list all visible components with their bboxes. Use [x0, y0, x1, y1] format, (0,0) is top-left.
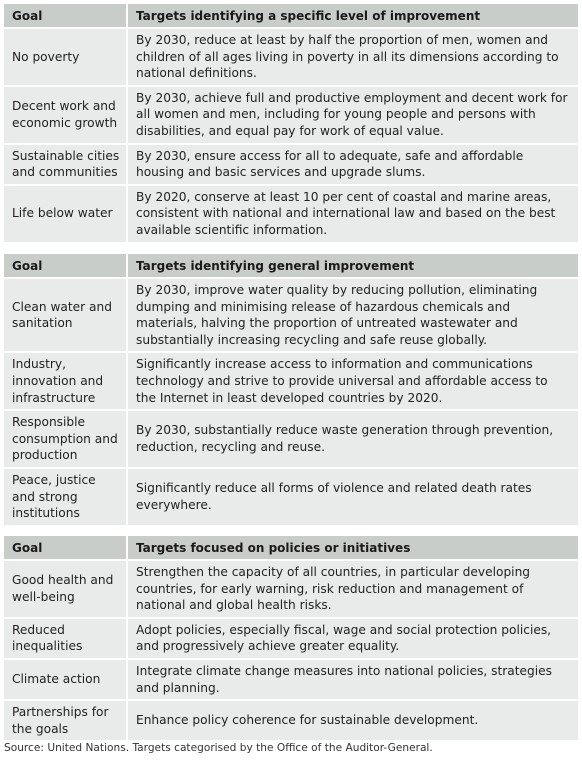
goal-cell: Partnerships for the goals	[4, 700, 127, 740]
target-cell: By 2030, ensure access for all to adequate, safe and affordable housing and basic services and upgrade slums.	[127, 144, 578, 185]
targets-column-header: Targets identifying general improvement	[127, 254, 578, 278]
target-cell: Integrate climate change measures into national policies, strategies and planning.	[127, 659, 578, 700]
goal-column-header: Goal	[4, 4, 127, 28]
table-row	[4, 410, 578, 468]
specific-improvement-table	[4, 4, 578, 242]
table-row	[4, 352, 578, 410]
goal-cell: Responsible consumption and production	[4, 410, 127, 468]
table-row	[4, 28, 578, 86]
table-row	[4, 618, 578, 659]
target-cell: By 2030, reduce at least by half the proportion of men, women and children of all ages living in poverty in all its dimensions according to national definitions.	[127, 28, 578, 86]
goal-cell: Reduced inequalities	[4, 618, 127, 659]
goal-cell: Good health and well-being	[4, 560, 127, 618]
table-row	[4, 659, 578, 700]
table-header-row	[4, 536, 578, 560]
table-row	[4, 86, 578, 144]
goal-cell: Climate action	[4, 659, 127, 700]
table-row	[4, 468, 578, 525]
target-cell: By 2030, substantially reduce waste generation through prevention, reduction, recycling and reuse.	[127, 410, 578, 468]
goal-cell: Clean water and sanitation	[4, 278, 127, 352]
table-row	[4, 700, 578, 740]
policy-initiatives-table	[4, 536, 578, 740]
targets-column-header: Targets identifying a specific level of improvement	[127, 4, 578, 28]
table-row	[4, 560, 578, 618]
goal-cell: Peace, justice and strong institutions	[4, 468, 127, 525]
source-note: Source: United Nations. Targets categorised by the Office of the Auditor-General.	[4, 742, 433, 754]
target-cell: By 2020, conserve at least 10 per cent of coastal and marine areas, consistent with national and international law and based on the best available scientific information.	[127, 185, 578, 242]
general-improvement-table	[4, 254, 578, 525]
target-cell: Significantly increase access to information and communications technology and strive to provide universal and affordable access to the Internet in least developed countries by 2020.	[127, 352, 578, 410]
goal-cell: Industry, innovation and infrastructure	[4, 352, 127, 410]
goal-cell: Life below water	[4, 185, 127, 242]
target-cell: Significantly reduce all forms of violence and related death rates everywhere.	[127, 468, 578, 525]
target-cell: Adopt policies, especially fiscal, wage and social protection policies, and progressively achieve greater equality.	[127, 618, 578, 659]
table-header-row	[4, 4, 578, 28]
table-row	[4, 144, 578, 185]
target-cell: Enhance policy coherence for sustainable development.	[127, 700, 578, 740]
table-row	[4, 278, 578, 352]
goal-cell: Sustainable cities and communities	[4, 144, 127, 185]
table-row	[4, 185, 578, 242]
goal-cell: No poverty	[4, 28, 127, 86]
targets-column-header: Targets focused on policies or initiatives	[127, 536, 578, 560]
goal-column-header: Goal	[4, 536, 127, 560]
goal-cell: Decent work and economic growth	[4, 86, 127, 144]
target-cell: Strengthen the capacity of all countries, in particular developing countries, for early warning, risk reduction and management of national and global health risks.	[127, 560, 578, 618]
target-cell: By 2030, achieve full and productive employment and decent work for all women and men, including for young people and persons with disabilities, and equal pay for work of equal value.	[127, 86, 578, 144]
table-header-row	[4, 254, 578, 278]
target-cell: By 2030, improve water quality by reducing pollution, eliminating dumping and minimising release of hazardous chemicals and materials, halving the proportion of untreated wastewater and substantially increasing recycling and safe reuse globally.	[127, 278, 578, 352]
goal-column-header: Goal	[4, 254, 127, 278]
